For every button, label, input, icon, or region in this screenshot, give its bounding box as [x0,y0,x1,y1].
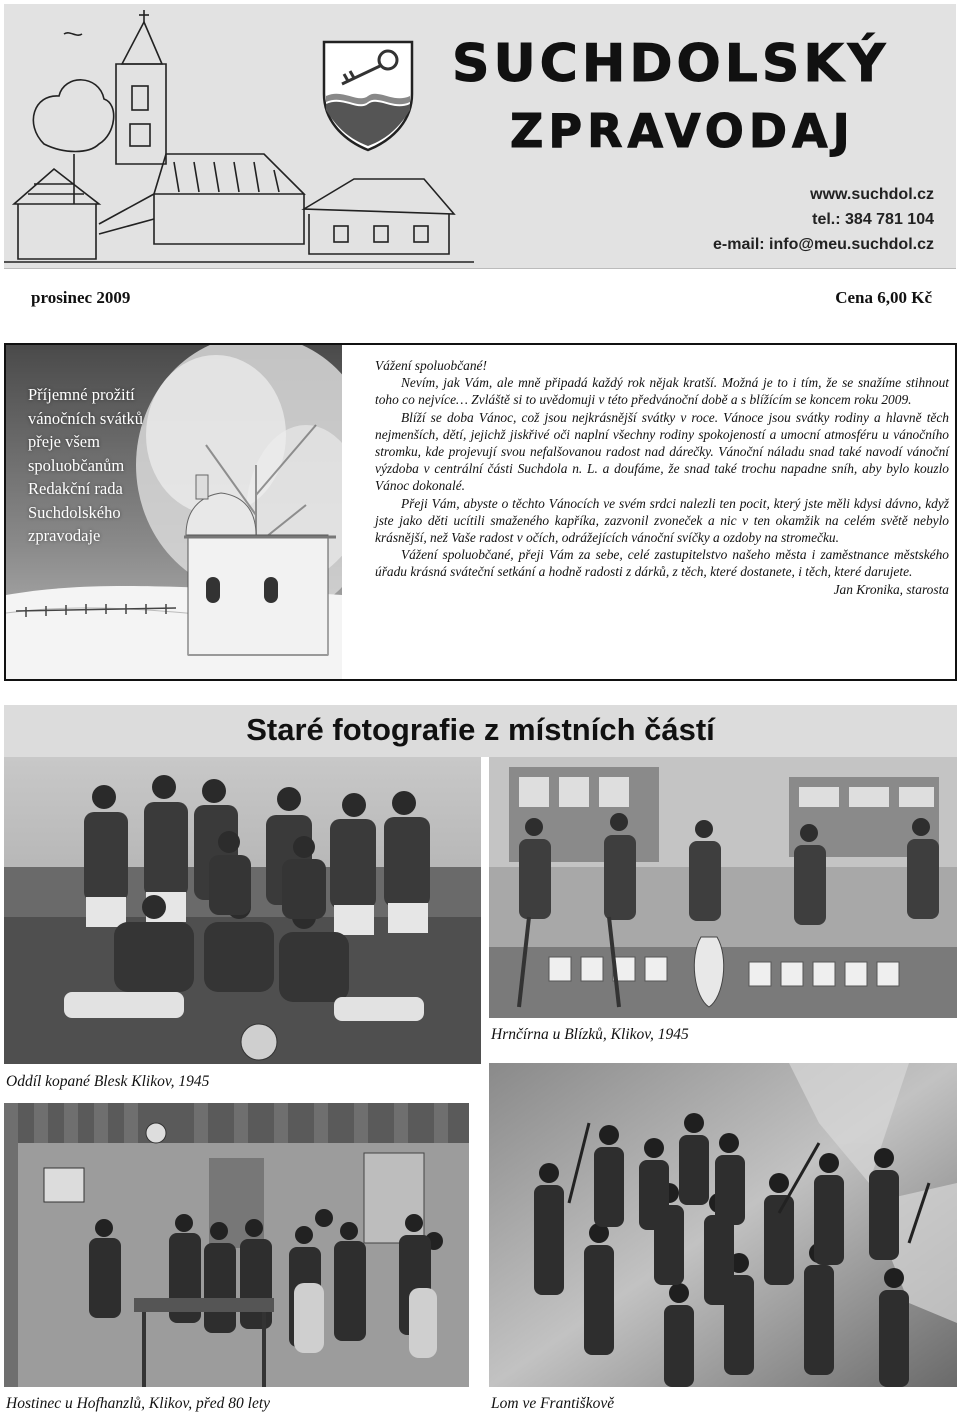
quarry-photo [489,1063,957,1387]
quarry-caption: Lom ve Františkově [491,1395,615,1412]
wish-line: spoluobčanům [28,455,125,475]
issue-price: Cena 6,00 Kč [835,288,932,307]
wish-line: přeje všem [28,432,100,451]
letter-paragraph-4 [375,546,949,597]
section-title: Staré fotografie z místních částí [246,712,715,747]
masthead [4,4,956,269]
masthead-title-line1: SUCHDOLSKÝ [452,34,890,94]
mayor-letter [375,357,949,598]
section-heading-bar [4,705,957,757]
email-link[interactable]: e-mail: info@meu.suchdol.cz [713,236,934,253]
wish-line: Redakční rada [28,479,123,498]
masthead-contact [713,182,934,257]
christmas-wish-text [28,383,188,548]
phone-number: tel.: 384 781 104 [812,211,934,228]
masthead-title-line2: ZPRAVODAJ [510,104,855,158]
football-team-caption: Oddíl kopané Blesk Klikov, 1945 [6,1073,210,1090]
letter-salutation: Vážení spoluobčané! [375,358,487,373]
pottery-workshop-photo [489,757,957,1018]
letter-paragraph-3: Přeji Vám, abyste o těchto Vánocích ve svém srdci nalezli ten pocit, který jste měli kdysi dávno, když jste jako děti ucítili smaženého kapříka, zazvonil zvoneček a nic v ten okamžik na celém světě nebylo krásnější, než Vaše radost v očích, odrážejících vánoční svíčky a ozdoby na stromečku. [375,495,949,546]
football-team-photo [4,757,481,1064]
website-link[interactable]: www.suchdol.cz [810,186,934,203]
town-coat-of-arms-icon [318,34,418,154]
issue-date: prosinec 2009 [31,288,131,307]
pottery-workshop-caption: Hrnčírna u Blízků, Klikov, 1945 [491,1026,689,1043]
wish-line: vánočních svátků [28,408,144,428]
wish-line: Příjemné prožití [28,385,135,404]
letter-paragraph-4-text: Vážení spoluobčané, přeji Vám za sebe, celé zastupitelstvo našeho města i zaměstnance městského úřadu krásná sváteční setkání a hodně radosti z dárků, z těch, které dostanete, i těch, které darujete. [375,547,949,580]
pub-caption: Hostinec u Hofhanzlů, Klikov, před 80 lety [6,1395,271,1412]
letter-signature: Jan Kronika, starosta [833,581,949,597]
pub-photo [4,1103,469,1387]
wish-line: Suchdolského [28,502,121,522]
christmas-greeting-box [4,343,957,681]
letter-paragraph-2: Blíží se doba Vánoc, což jsou nejkrásnější svátky v roce. Vánoce jsou svátky rodiny a hlavně těch nejmenších, dětí, jejichž jiskřivé oči naplní všechny rodiny spokojeností a umocní atmosféru u vánočního stromku, kde projevují svou nefalšovanou radost nad dárečky. Vánoční náladu snad také navodí vánoční výzdoba v centrální části Suchdola n. L. a doufáme, že snad také trochu napadne sníh, aby bylo kouzlo Vánoc dokonalé. [375,409,949,494]
letter-paragraph-1: Nevím, jak Vám, ale mně připadá každý rok nějak kratší. Možná je to i tím, že se snažíme stihnout toho co nejvíce… Zvláště si to uvědomuji v této předvánoční době a s blížícím se koncem roku 2009. [375,375,949,408]
wish-line: zpravodaje [28,526,101,545]
